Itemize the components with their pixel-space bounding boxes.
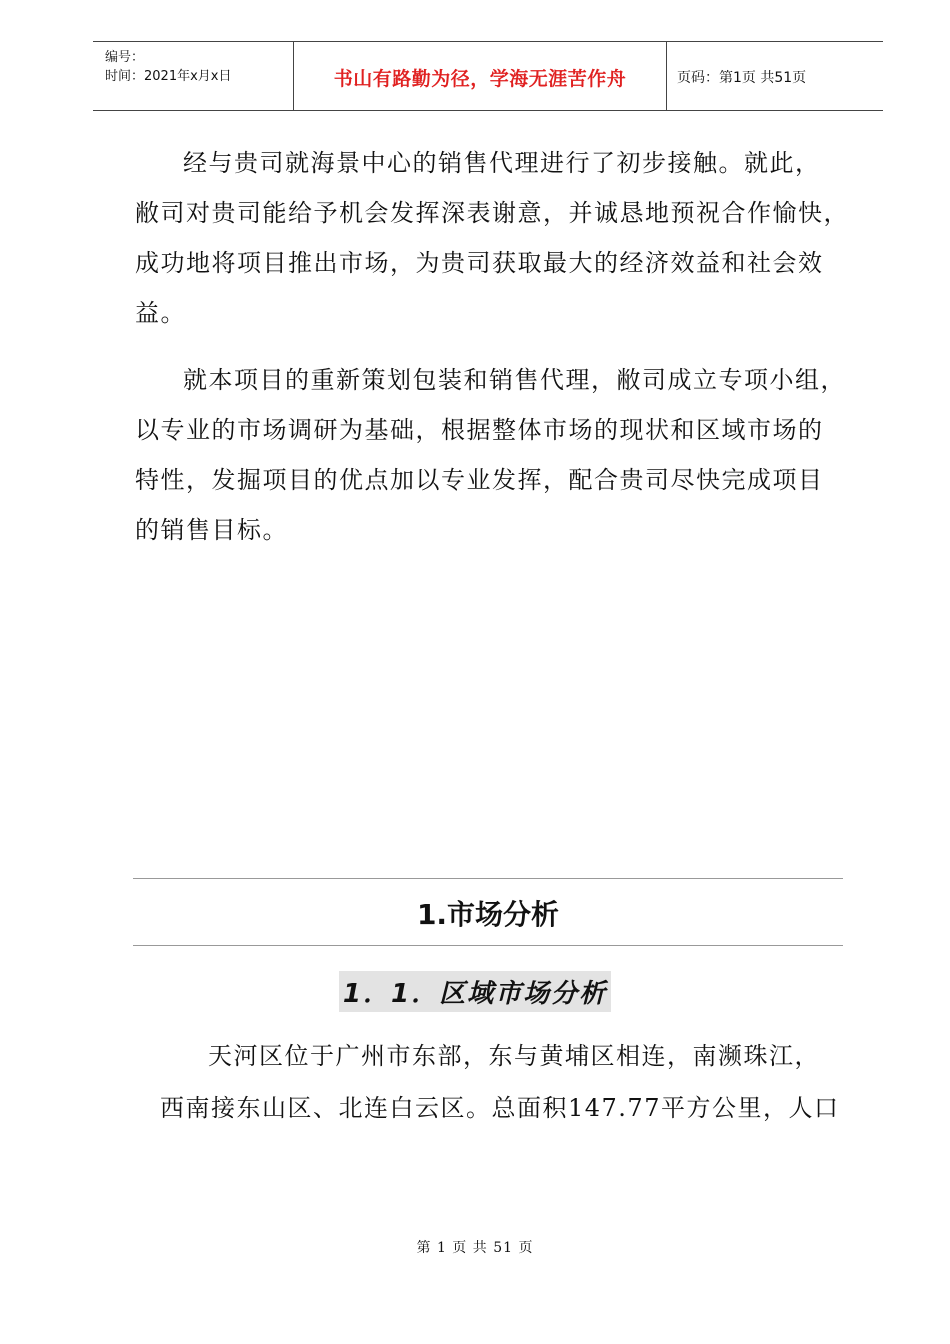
text-line: 成功地将项目推出市场，为贵司获取最大的经济效益和社会效: [135, 249, 824, 277]
text-line: 天河区位于广州市东部，东与黄埔区相连，南濒珠江，: [208, 1042, 820, 1070]
intro-paragraph-1: [135, 138, 855, 338]
header-page-cell: [666, 42, 883, 110]
section-subheading: 1．1．区域市场分析: [339, 971, 611, 1012]
text-line: 就本项目的重新策划包装和销售代理，敝司成立专项小组，: [183, 366, 846, 394]
header-motto-cell: [293, 42, 667, 110]
text-line: 特性，发掘项目的优点加以专业发挥，配合贵司尽快完成项目: [135, 466, 824, 494]
page-footer: 第 1 页 共 51 页: [416, 1240, 534, 1256]
intro-paragraph-2: [135, 355, 855, 555]
text-line: 的销售目标。: [135, 516, 288, 544]
text-line: 经与贵司就海景中心的销售代理进行了初步接触。就此，: [183, 149, 821, 177]
section-bottom-rule: [133, 945, 843, 946]
doc-id-label: 编号：: [105, 50, 145, 65]
document-header: [93, 41, 883, 111]
header-meta-cell: [93, 42, 293, 110]
text-line: 以专业的市场调研为基础，根据整体市场的现状和区域市场的: [135, 416, 824, 444]
header-page-number: 页码：第1页 共51页: [677, 70, 807, 86]
region-paragraph: [160, 1030, 860, 1134]
section-heading: 1.市场分析: [416, 898, 560, 931]
subheading-wrapper: [0, 971, 950, 1012]
text-line: 益。: [135, 299, 186, 327]
section-top-rule: [133, 878, 843, 879]
header-motto: 书山有路勤为径，学海无涯苦作舟: [333, 68, 627, 90]
text-line: 西南接东山区、北连白云区。总面积147.77平方公里，人口: [160, 1094, 840, 1122]
doc-time-label: 时间：2021年x月x日: [105, 69, 232, 84]
text-line: 敝司对贵司能给予机会发挥深表谢意，并诚恳地预祝合作愉快，: [135, 199, 849, 227]
